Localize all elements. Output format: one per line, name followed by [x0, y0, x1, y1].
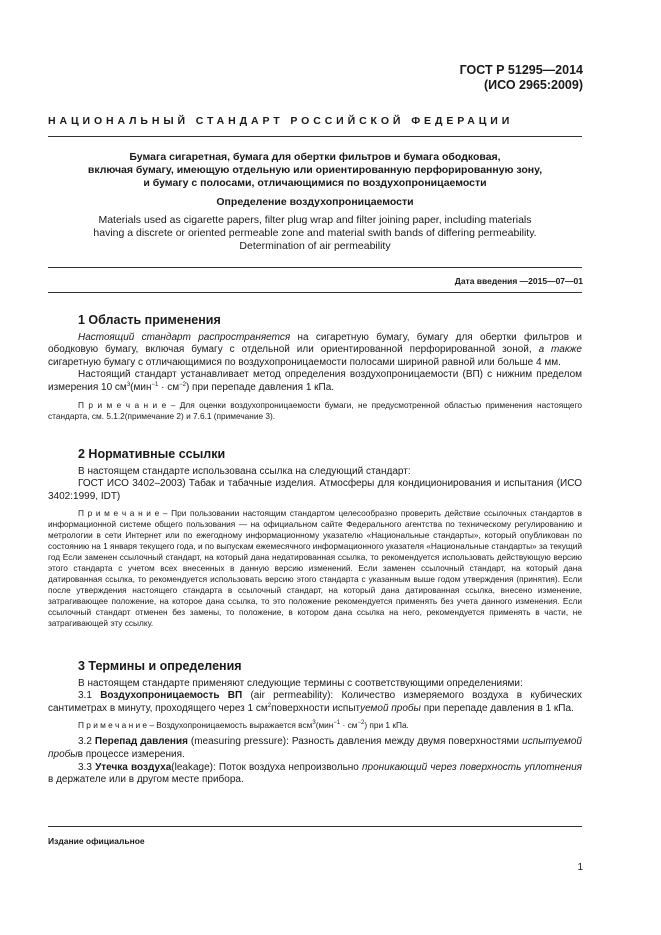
english-title-line: Materials used as cigarette papers, filter plug wrap and filter joining paper, including materials	[98, 214, 532, 226]
iso-number: (ИСО 2965:2009)	[484, 78, 583, 92]
superscript: 3	[312, 720, 316, 727]
note-text: – Для оценки воздухопроницаемости бумаги, не предусмотренной областью применения настоящего стандарта, см. 5.1.2(примечание 2) и 7.6.1 (примечание 3).	[48, 399, 583, 421]
english-title-line: having a discrete or oriented permeable zone and material swith bands of differing permeability.	[93, 227, 537, 239]
superscript: −2	[179, 381, 186, 388]
term-number: 3.3	[78, 761, 96, 773]
term-definition	[48, 690, 582, 715]
text: поверхности испыт	[271, 702, 361, 714]
russian-title-line: включая бумагу, имеющую отдельную или ориентированную перфорированную зону,	[87, 164, 543, 176]
text: в процессе измерения.	[77, 748, 185, 760]
header-divider	[48, 136, 582, 137]
english-title	[48, 214, 582, 253]
text: при перепаде давления в 1 кПа.	[420, 702, 574, 714]
superscript: 2	[267, 702, 272, 709]
paragraph: В настоящем стандарте применяют следующие термины с соответствующими определениями:	[78, 677, 523, 689]
note-text: · см	[340, 720, 358, 731]
term: Утечка воздуха	[95, 761, 172, 773]
text: в держателе или в другом месте прибора.	[48, 774, 244, 786]
superscript: −1	[333, 720, 341, 727]
note-text: (мин	[315, 720, 334, 731]
note	[48, 400, 582, 422]
english-title-line: Determination of air permeability	[239, 240, 391, 252]
page-number: 1	[577, 862, 583, 873]
text: ) при перепаде давления 1 кПа.	[185, 381, 335, 393]
note-label: П р и м е ч а н и е	[78, 399, 167, 410]
standard-identifier	[460, 63, 583, 93]
russian-subtitle: Определение воздухопроницаемости	[216, 196, 414, 208]
note-text: – Воздухопроницаемость выражается всм	[147, 720, 313, 731]
note-label: П р и м е ч а н и е	[78, 508, 160, 519]
note	[48, 508, 582, 629]
note-text: ) при 1 кПа.	[364, 720, 409, 731]
superscript: −1	[151, 381, 159, 388]
section-heading: 3 Термины и определения	[78, 659, 242, 673]
superscript: −2	[357, 720, 365, 727]
term-definition	[48, 762, 582, 787]
text: (air permeability): Количество измеряемого воздуха в кубических сантиметрах в минуту, проходящего через 1 см	[48, 690, 582, 714]
note-label: П р и м е ч а н и е	[78, 720, 148, 731]
section-heading: 1 Область применения	[78, 313, 221, 327]
text: (leakage): Поток воздуха непроизвольно	[171, 761, 363, 773]
italic-text: уемой пробы	[360, 702, 421, 714]
paragraph: В настоящем стандарте использована ссылка на следующий стандарт:	[78, 465, 411, 477]
text: · см	[158, 381, 180, 393]
russian-title-line: Бумага сигаретная, бумага для обертки фильтров и бумага ободковая,	[129, 151, 501, 163]
term-number: 3.2	[78, 736, 95, 748]
edition-label: Издание официальное	[48, 836, 145, 846]
section-scope	[48, 314, 582, 422]
note	[48, 720, 582, 731]
text: сигаретную бумагу с отличающимися по воздухопроницаемости полосами шириной равной или больше 4 мм.	[48, 356, 561, 368]
text: (мин	[130, 381, 152, 393]
term: Воздухопроницаемость ВП	[100, 690, 243, 702]
title-divider	[48, 267, 582, 268]
text: (measuring pressure): Разность давления между двумя поверхностями	[187, 736, 523, 748]
footer-divider	[48, 826, 582, 827]
italic-text: испытуемой пробы	[48, 736, 582, 760]
national-standard-title: НАЦИОНАЛЬНЫЙ СТАНДАРТ РОССИЙСКОЙ ФЕДЕРАЦИИ	[48, 115, 514, 127]
section-heading: 2 Нормативные ссылки	[78, 447, 226, 461]
russian-title	[48, 151, 582, 190]
term-definition	[48, 736, 582, 761]
term-number: 3.1	[78, 690, 101, 702]
superscript: 3	[126, 381, 131, 388]
paragraph	[48, 332, 582, 370]
section-terms	[48, 660, 582, 787]
section-references	[48, 448, 582, 629]
date-divider	[48, 292, 582, 293]
russian-title-line: и бумагу с полосами, отличающимися по воздухопроницаемости	[143, 177, 487, 189]
text: на сигаретную бумагу, бумагу для обертки фильтров и ободковую бумагу, включая бумагу с отдельной или ориентированной перфорированной зоной,	[48, 331, 582, 356]
standard-number: ГОСТ Р 51295—2014	[459, 63, 583, 77]
note-text: – При пользовании настоящим стандартом целесообразно проверить действие ссылочных стандартов в информационной системе общего пользования — на официальном сайте Федерального агентства по техническому регулированию и метрологии в сети Интернет или по ежегодному информационному указателю «Национальные стандарты», который опубликован по состоянию на 1 января текущего года, и по выпускам ежемесячного информационного указателя «Национальные стандарты» за текущий год Если заменен ссылочный стандарт, на который дана недатированная ссылка, то рекомендуется использовать действующую версию этого стандарта с учетом всех внесенных в данную версию изменений. Если заменен ссылочный стандарт, на который дана датированная ссылка, то рекомендуется использовать версию этого стандарта с указанным выше годом утверждения (принятия). Если после утверждения настоящего стандарта в ссылочный стандарт, на который дана датированная ссылка, внесено изменение, затрагивающее положение, на которое дана ссылка, то это положение рекомендуется применять без учета данного изменения. Если ссылочный стандарт отменен без замены, то положение, в котором дана ссылка на него, рекомендуется применять в части, не затрагивающей эту ссылку.	[48, 508, 582, 629]
term: Перепад давления	[94, 736, 188, 748]
introduction-date: Дата введения —2015—07—01	[454, 276, 583, 286]
paragraph: ГОСТ ИСО 3402–2003) Табак и табачные изделия. Атмосферы для кондиционирования и испытания (ИСО 3402:1999, IDT)	[48, 478, 582, 502]
italic-text: проникающий через поверхность уплотнения	[362, 761, 583, 773]
italic-text: Настоящий стандарт распространяется	[78, 331, 291, 343]
paragraph	[48, 369, 582, 394]
text: Настоящий стандарт устанавливает метод определения воздухопроницаемости (ВП) с нижним пределом измерения 10 см	[48, 369, 582, 393]
italic-text: а также	[538, 344, 582, 356]
